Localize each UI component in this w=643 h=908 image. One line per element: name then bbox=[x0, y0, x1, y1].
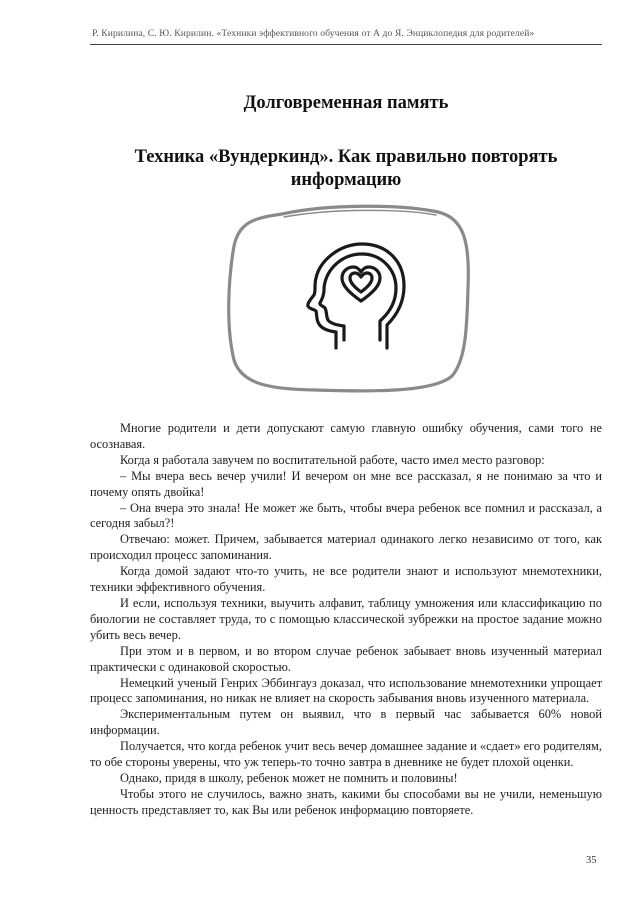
page-number: 35 bbox=[586, 855, 597, 866]
article-body bbox=[90, 421, 602, 819]
paragraph: Чтобы этого не случилось, важно знать, какими бы способами вы не учили, неменьшую ценность представляет то, как Вы или ребенок информацию повторяете. bbox=[90, 786, 602, 817]
section-title: Долговременная память bbox=[243, 93, 449, 113]
dialogue-line: – Она вчера это знала! Не может же быть, чтобы вчера ребенок все помнил и рассказал, а сегодня забыл?! bbox=[90, 500, 602, 531]
running-header: Р. Кирилина, С. Ю. Кирилин. «Техники эффективного обучения от А до Я. Энциклопедия для родителей» bbox=[92, 28, 535, 39]
head-with-heart-illustration bbox=[224, 200, 472, 396]
illustration-frame bbox=[229, 206, 469, 391]
header-divider bbox=[90, 44, 602, 45]
paragraph: И если, используя техники, выучить алфавит, таблицу умножения или классификацию по биологии не составляет труда, то с помощью классической зубрежки на простое задание можно убить весь вечер. bbox=[90, 595, 602, 642]
heart-inner-icon bbox=[350, 273, 372, 292]
paragraph: Отвечаю: может. Причем, забывается материал одинакого легко независимо от того, как происходил процесс запоминания. bbox=[90, 532, 602, 563]
heart-icon bbox=[342, 267, 380, 301]
dialogue-line: – Мы вчера весь вечер учили! И вечером он мне все рассказал, я не понимаю за что и почему опять двойка! bbox=[90, 468, 602, 499]
paragraph: Экспериментальным путем он выявил, что в первый час забывается 60% новой информации. bbox=[90, 707, 602, 738]
paragraph: Многие родители и дети допускают самую главную ошибку обучения, сами того не осознавая. bbox=[90, 421, 602, 451]
paragraph: Однако, придя в школу, ребенок может не помнить и половины! bbox=[120, 770, 458, 785]
paragraph: Немецкий ученый Генрих Эббингауз доказал, что использование мнемотехники упрощает процесс запоминания, но никак не влияет на скорость забывания вновь изученного материала. bbox=[90, 675, 602, 706]
paragraph: Получается, что когда ребенок учит весь вечер домашнее задание и «сдает» его родителям, то обе стороны уверены, что уж теперь-то точно завтра в дневнике не будет плохой оценки. bbox=[90, 739, 602, 770]
paragraph: Когда я работала завучем по воспитательной работе, часто имел место разговор: bbox=[120, 452, 545, 467]
paragraph: Когда домой задают что-то учить, не все родители знают и используют мнемотехники, техники эффективного обучения. bbox=[90, 564, 602, 595]
paragraph: При этом и в первом, и во втором случае ребенок забывает вновь изученный материал практически с одинаковой скоростью. bbox=[90, 643, 602, 674]
head-with-heart-icon bbox=[308, 244, 404, 348]
technique-title: Техника «Вундеркинд». Как правильно повторять информацию bbox=[134, 147, 558, 190]
